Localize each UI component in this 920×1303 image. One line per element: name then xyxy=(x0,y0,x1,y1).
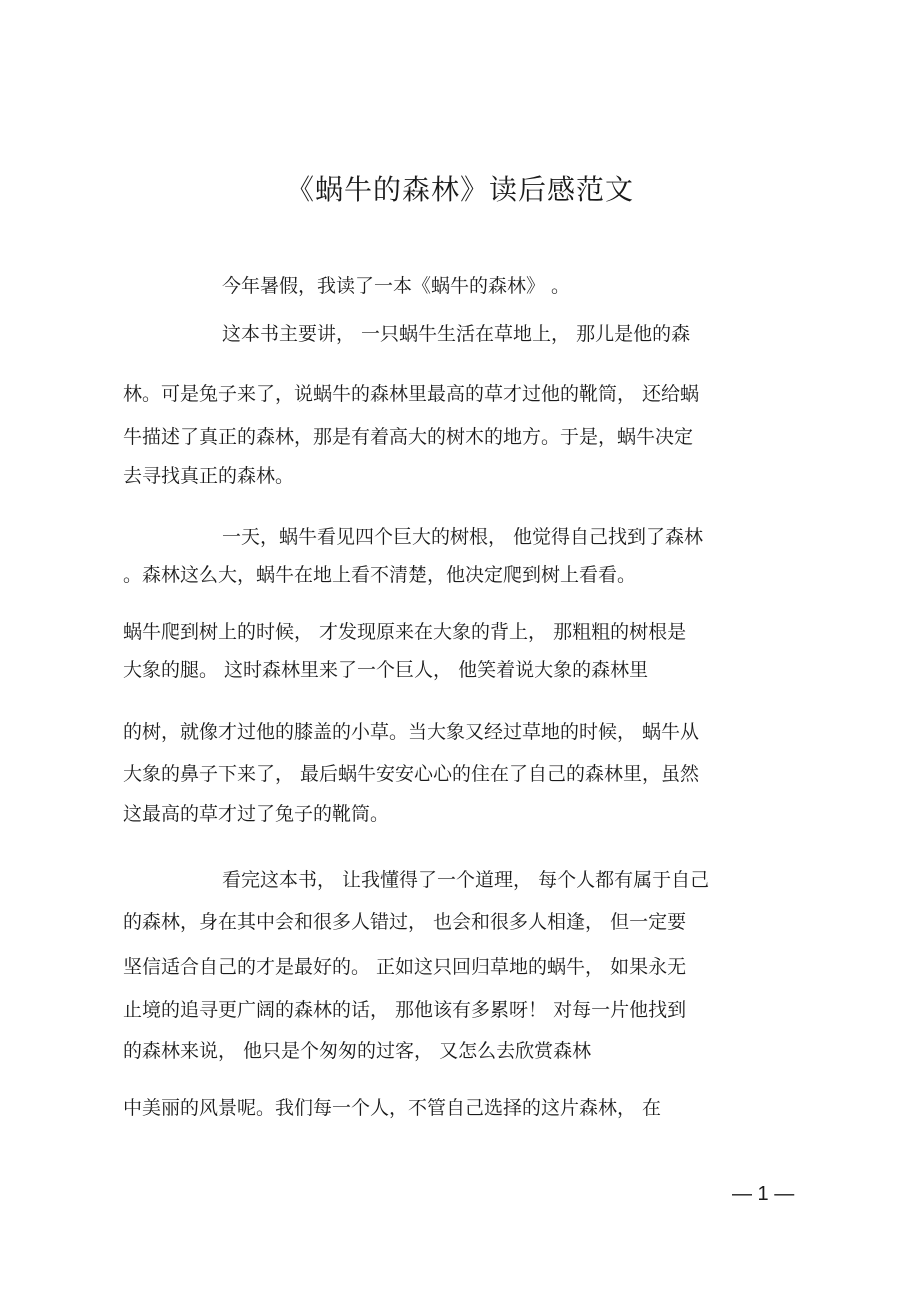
text-line: 。森林这么大，蜗牛在地上看不清楚，他决定爬到树上看看。 xyxy=(123,564,637,586)
text-line: 这本书主要讲， 一只蜗牛生活在草地上， 那儿是他的森 xyxy=(222,323,691,345)
text-line: 今年暑假，我读了一本《蜗牛的森林》 。 xyxy=(222,275,571,297)
text-line: 的森林来说， 他只是个匆匆的过客， 又怎么去欣赏森林 xyxy=(123,1040,592,1062)
text-line: 大象的腿。 这时森林里来了一个巨人， 他笑着说大象的森林里 xyxy=(123,659,649,681)
text-line: 中美丽的风景呢。我们每一个人，不管自己选择的这片森林， 在 xyxy=(123,1097,662,1119)
document-title: 《蜗牛的森林》读后感范文 xyxy=(285,173,634,206)
text-line: 这最高的草才过了兔子的靴筒。 xyxy=(123,803,390,825)
text-line: 的树，就像才过他的膝盖的小草。当大象又经过草地的时候， 蜗牛从 xyxy=(123,721,700,743)
text-line: 大象的鼻子下来了， 最后蜗牛安安心心的住在了自己的森林里，虽然 xyxy=(123,763,700,785)
text-line: 看完这本书， 让我懂得了一个道理， 每个人都有属于自己 xyxy=(222,869,710,891)
page-number: — 1 — xyxy=(732,1183,795,1205)
text-line: 止境的追寻更广阔的森林的话， 那他该有多累呀！ 对每一片他找到 xyxy=(123,999,687,1021)
text-line: 的森林，身在其中会和很多人错过， 也会和很多人相逢， 但一定要 xyxy=(123,911,687,933)
text-line: 坚信适合自己的才是最好的。 正如这只回归草地的蜗牛， 如果永无 xyxy=(123,956,687,978)
text-line: 牛描述了真正的森林，那是有着高大的树木的地方。于是，蜗牛决定 xyxy=(123,426,694,448)
text-line: 林。可是兔子来了，说蜗牛的森林里最高的草才过他的靴筒， 还给蜗 xyxy=(123,383,700,405)
text-line: 蜗牛爬到树上的时候， 才发现原来在大象的背上， 那粗粗的树根是 xyxy=(123,621,687,643)
text-line: 去寻找真正的森林。 xyxy=(123,465,295,487)
text-line: 一天，蜗牛看见四个巨大的树根， 他觉得自己找到了森林 xyxy=(222,526,704,548)
